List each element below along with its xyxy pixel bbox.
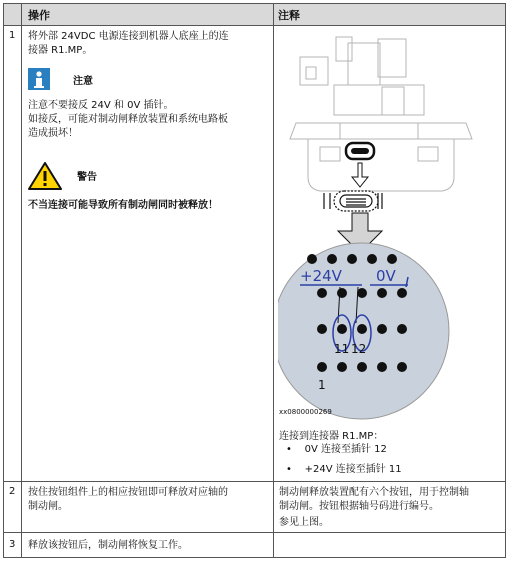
notice-text: 注意不要接反 24V 和 0V 插针。 如接反，可能对制动闸释放装置和系统电路板 造成损坏！ — [28, 100, 228, 139]
bullet-item: • +24V 连接至插针 11 — [286, 464, 402, 475]
instruction-table — [3, 3, 506, 558]
info-icon — [28, 68, 50, 90]
step-3-text: 释放该按钮后，制动闸将恢复工作。 — [28, 540, 188, 551]
step-number: 3 — [9, 539, 16, 550]
notice-label: 注意 — [73, 76, 93, 87]
step-2-note: 制动闸释放装置配有六个按钮，用于控制轴 制动闸。按钮根据轴号码进行编号。 参见上图。 — [279, 487, 469, 528]
warning-label: 警告 — [77, 172, 97, 183]
step-number: 2 — [9, 486, 16, 497]
label-0v: 0V — [376, 267, 396, 285]
label-plus24v: +24V — [300, 267, 342, 285]
table-header — [3, 3, 506, 25]
figure-id: xx0800000269 — [279, 408, 332, 416]
step-1-text: 将外部 24VDC 电源连接到机器人底座上的连 接器 R1.MP。 — [28, 31, 229, 56]
step-2-text: 按住按钮组件上的相应按钮即可释放对应轴的 制动闸。 — [28, 487, 228, 512]
connector-figure — [278, 27, 504, 427]
bullet-item: • 0V 连接至插针 12 — [286, 444, 387, 455]
header-notes: 注释 — [278, 9, 300, 22]
header-operation: 操作 — [28, 9, 50, 22]
step-number: 1 — [9, 30, 16, 41]
warning-text: 不当连接可能导致所有制动闸同时被释放！ — [28, 200, 218, 211]
pin-label-1: 1 — [318, 378, 326, 392]
pin-label-12: 12 — [351, 342, 367, 356]
pin-label-11: 11 — [334, 342, 350, 356]
note-title: 连接到连接器 R1.MP： — [279, 431, 384, 442]
warning-icon — [28, 161, 62, 191]
